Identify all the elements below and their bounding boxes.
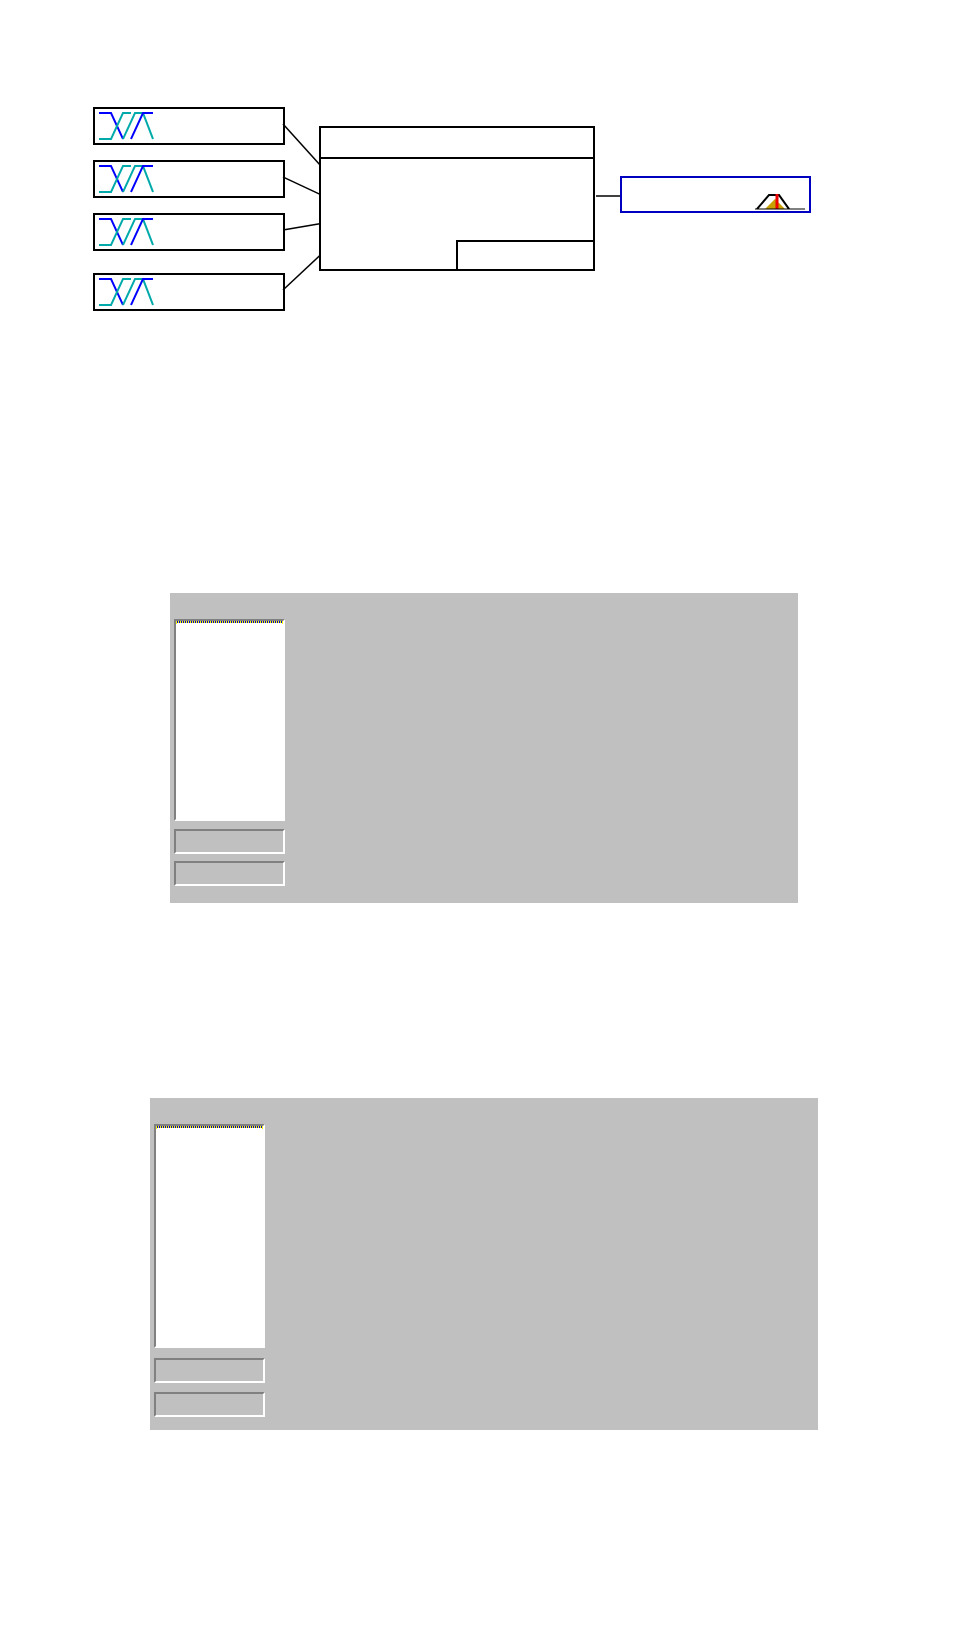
term-list[interactable] (154, 1124, 265, 1348)
membership-chart[interactable] (266, 1098, 818, 1430)
output-block[interactable] (620, 176, 811, 213)
operator-box (456, 240, 593, 269)
value-field-1[interactable] (154, 1358, 265, 1383)
defuzz-icon (755, 192, 807, 210)
value-field-2[interactable] (174, 861, 285, 886)
term-panel-total (150, 1098, 818, 1430)
membership-chart[interactable] (286, 593, 798, 903)
rule-block[interactable] (319, 126, 595, 271)
term-panel-political (170, 593, 798, 903)
term-item-selected[interactable] (156, 1126, 263, 1128)
value-field-1[interactable] (174, 829, 285, 854)
value-field-2[interactable] (154, 1392, 265, 1417)
term-item-selected[interactable] (176, 621, 283, 623)
term-list[interactable] (174, 619, 285, 821)
title-divider (321, 157, 593, 159)
